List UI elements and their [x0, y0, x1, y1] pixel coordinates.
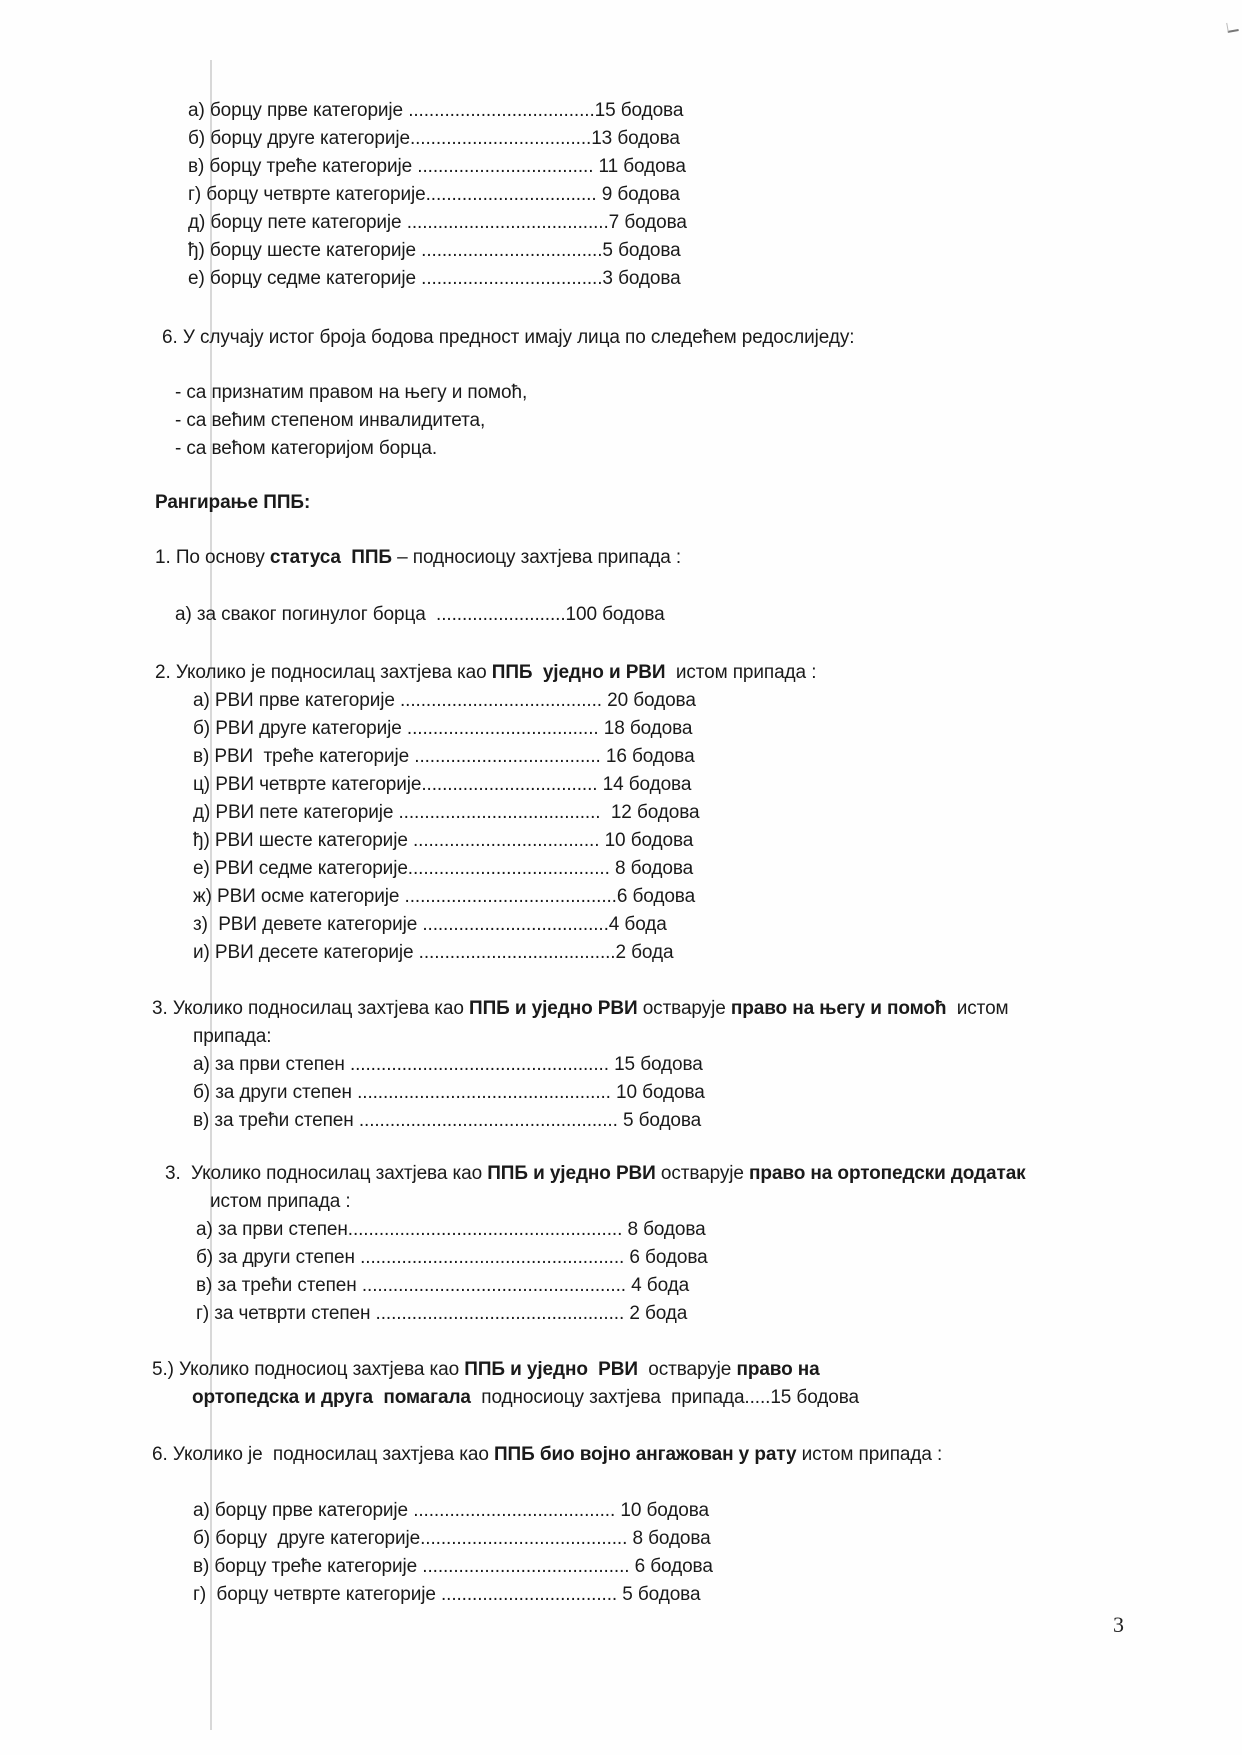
- list-item: б) РВИ друге категорије ..................................... 18 бодова: [193, 718, 693, 739]
- list-item: а) борцу прве категорије ....................................15 бодова: [188, 100, 684, 121]
- section-heading-cont: ортопедска и друга помагала подносиоцу захтјева припада.....15 бодова: [192, 1387, 859, 1408]
- section-heading: 1. По основу статуса ППБ – подносиоцу захтјева припада :: [155, 547, 682, 568]
- list-item: е) борцу седме категорије ...................................3 бодова: [188, 268, 681, 289]
- list-item: а) за први степен .................................................. 15 бодова: [193, 1054, 703, 1075]
- list-item: в) РВИ треће категорије .................................... 16 бодова: [193, 746, 695, 767]
- section-heading: 6. Уколико је подносилац захтјева као ППБ био војно ангажован у рату истом припада :: [152, 1444, 943, 1465]
- list-item: в) борцу треће категорије .................................. 11 бодова: [188, 156, 686, 177]
- list-item: б) за други степен ................................................. 10 бодова: [193, 1082, 705, 1103]
- list-item: а) борцу прве категорије ....................................... 10 бодова: [193, 1500, 710, 1521]
- list-item: г) борцу четврте категорије................................. 9 бодова: [188, 184, 680, 205]
- list-item: г) за четврти степен ................................................ 2 бода: [196, 1303, 688, 1324]
- list-item: з) РВИ девете категорије ....................................4 бода: [193, 914, 667, 935]
- page-number: 3: [1113, 1612, 1124, 1637]
- page-corner-mark: [1226, 21, 1239, 33]
- list-item: д) борцу пете категорије .......................................7 бодова: [188, 212, 687, 233]
- list-item: - са већом категоријом борца.: [175, 438, 438, 459]
- section-heading: 3. Уколико подносилац захтјева као ППБ и уједно РВИ остварује право на ортопедски додатак: [165, 1163, 1026, 1184]
- list-item: ж) РВИ осме категорије .........................................6 бодова: [193, 886, 696, 907]
- list-item: в) борцу треће категорије ........................................ 6 бодова: [193, 1556, 713, 1577]
- list-item: ц) РВИ четврте категорије.................................. 14 бодова: [193, 774, 692, 795]
- list-item: д) РВИ пете категорије ....................................... 12 бодова: [193, 802, 700, 823]
- list-item: а) РВИ прве категорије ....................................... 20 бодова: [193, 690, 696, 711]
- list-item: б) борцу друге категорије........................................ 8 бодова: [193, 1528, 711, 1549]
- list-item: а) за сваког погинулог борца .........................100 бодова: [175, 604, 665, 625]
- list-item: г) борцу четврте категорије .................................. 5 бодова: [193, 1584, 701, 1605]
- list-item: - са признатим правом на његу и помоћ,: [175, 382, 528, 403]
- list-item: - са већим степеном инвалидитета,: [175, 410, 486, 431]
- section-heading-cont: истом припада :: [210, 1191, 351, 1212]
- list-item: в) за трећи степен ................................................... 4 бода: [196, 1275, 690, 1296]
- list-item: б) борцу друге категорије...................................13 бодова: [188, 128, 680, 149]
- list-item: ђ) РВИ шесте категорије .................................... 10 бодова: [193, 830, 694, 851]
- list-item: а) за први степен..................................................... 8 бодова: [196, 1219, 706, 1240]
- section-heading: 5.) Уколико подносиоц захтјева као ППБ и уједно РВИ остварује право на: [152, 1359, 820, 1380]
- section-title: Рангирање ППБ:: [155, 492, 311, 513]
- section-heading: 2. Уколико је подносилац захтјева као ППБ уједно и РВИ истом припада :: [155, 662, 817, 683]
- list-item: ђ) борцу шесте категорије ...................................5 бодова: [188, 240, 681, 261]
- list-item: и) РВИ десете категорије ......................................2 бода: [193, 942, 674, 963]
- list-item: б) за други степен ................................................... 6 бодова: [196, 1247, 708, 1268]
- section-heading-cont: припада:: [193, 1026, 272, 1047]
- list-item: е) РВИ седме категорије....................................... 8 бодова: [193, 858, 694, 879]
- section-heading: 3. Уколико подносилац захтјева као ППБ и уједно РВИ остварује право на његу и помоћ истом: [152, 998, 1009, 1019]
- tie-break-heading: 6. У случају истог броја бодова предност имају лица по следећем редослиједу:: [162, 327, 855, 348]
- list-item: в) за трећи степен .................................................. 5 бодова: [193, 1110, 702, 1131]
